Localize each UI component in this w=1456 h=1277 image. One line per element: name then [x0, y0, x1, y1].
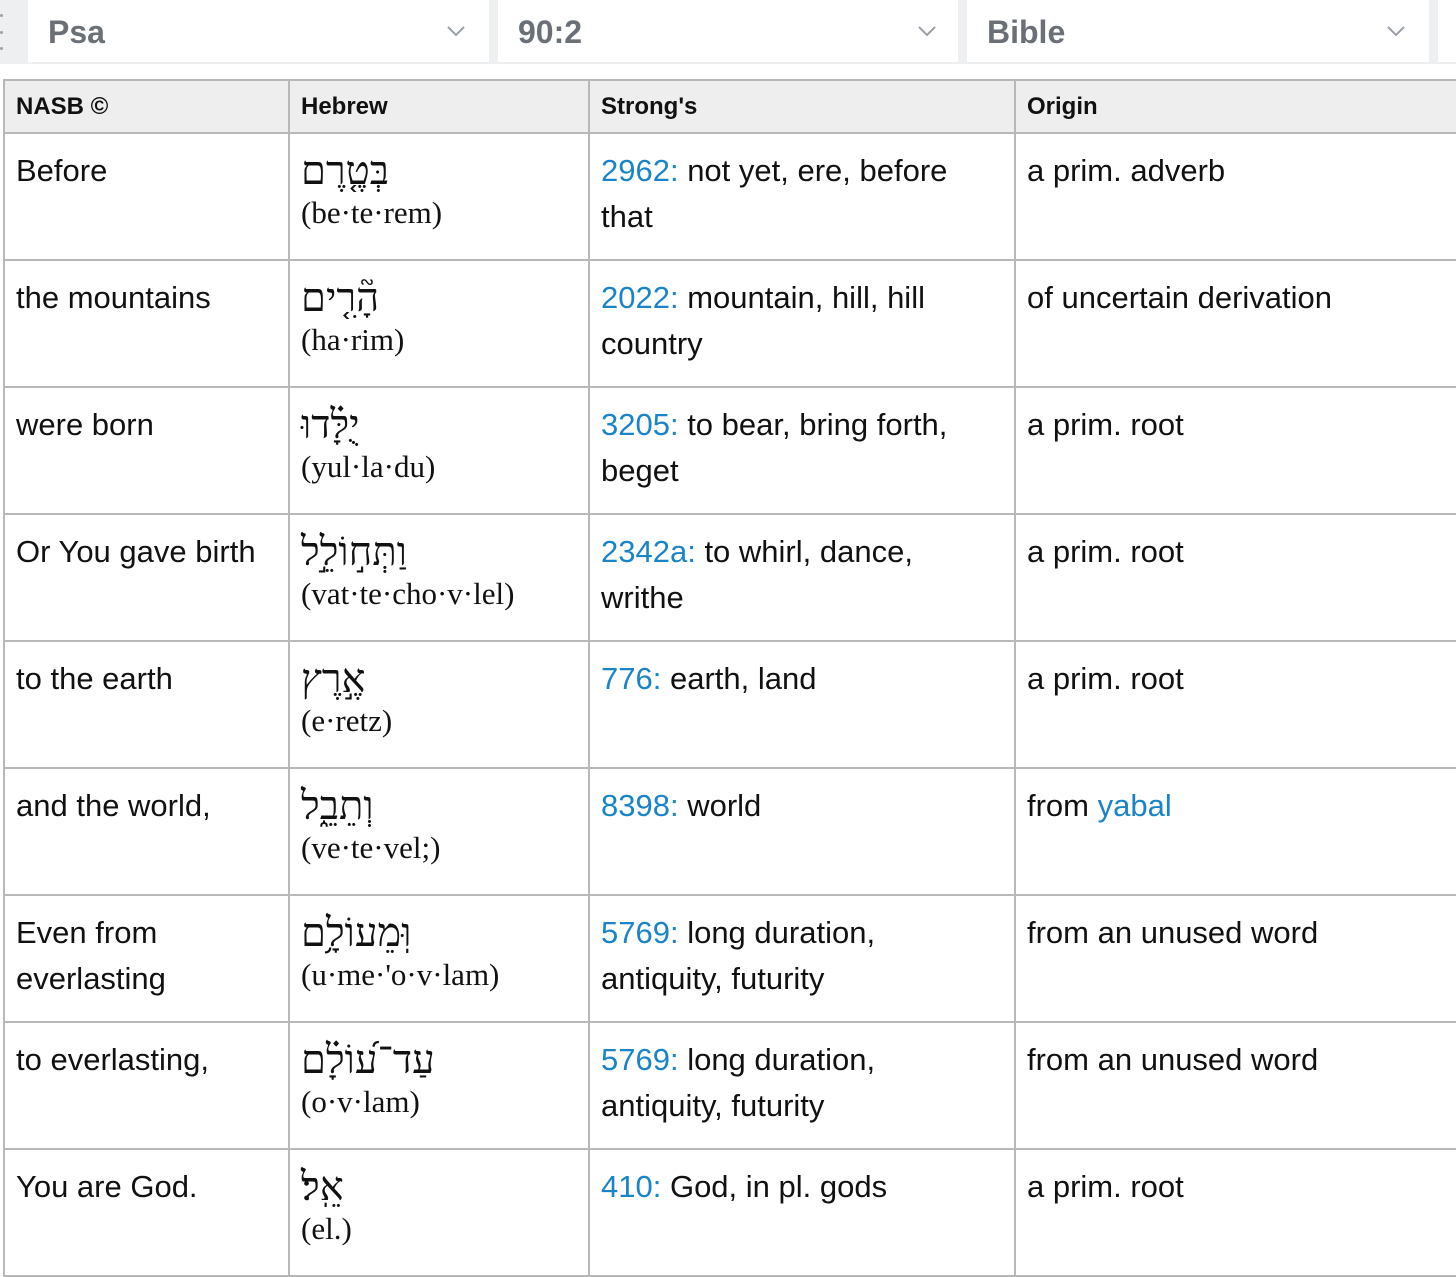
nasb-cell: were born [4, 387, 289, 514]
hebrew-cell [289, 260, 589, 387]
table-row [4, 387, 1456, 514]
origin-cell [1015, 1149, 1456, 1276]
origin-text: a prim. root [1027, 1169, 1184, 1204]
strongs-definition: world [678, 788, 762, 823]
origin-text: a prim. root [1027, 534, 1184, 569]
strongs-cell [589, 895, 1015, 1022]
verse-selector-value: 90:2 [518, 14, 583, 50]
version-selector[interactable] [967, 0, 1429, 62]
nasb-cell: the mountains [4, 260, 289, 387]
transliteration: (yul·la·du) [301, 449, 436, 484]
origin-cell [1015, 260, 1456, 387]
strongs-definition: long duration, antiquity, futurity [601, 1042, 876, 1123]
origin-link[interactable]: yabal [1097, 788, 1172, 823]
hebrew-word: וַתְּח֣וֹלֵ֣ל [301, 529, 407, 575]
origin-text: from [1027, 788, 1098, 823]
hebrew-cell [289, 1149, 589, 1276]
origin-text: of uncertain derivation [1027, 280, 1333, 315]
origin-cell [1015, 133, 1456, 260]
origin-cell [1015, 514, 1456, 641]
origin-cell [1015, 387, 1456, 514]
nasb-cell: to the earth [4, 641, 289, 768]
hebrew-cell [289, 1022, 589, 1149]
hebrew-cell [289, 641, 589, 768]
origin-text: a prim. root [1027, 407, 1184, 442]
version-selector-value: Bible [987, 14, 1066, 50]
strongs-definition: to bear, bring forth, beget [601, 407, 948, 488]
hebrew-cell [289, 133, 589, 260]
book-selector-value: Psa [48, 14, 105, 50]
strongs-cell [589, 387, 1015, 514]
hebrew-cell [289, 895, 589, 1022]
origin-cell [1015, 1022, 1456, 1149]
transliteration: (u·me·'o·v·lam) [301, 957, 500, 992]
hebrew-word: הָ֘רִ֤ים [301, 275, 380, 321]
nasb-cell: Even from everlasting [4, 895, 289, 1022]
hebrew-word: וְתֵבֵ֑ל [301, 783, 374, 829]
nasb-cell: Or You gave birth [4, 514, 289, 641]
origin-text: from an unused word [1027, 915, 1319, 950]
hebrew-word: אֶ֣רֶץ [301, 656, 366, 702]
strongs-number-link[interactable]: 776: [601, 661, 662, 696]
origin-text: a prim. root [1027, 661, 1184, 696]
nasb-cell: to everlasting, [4, 1022, 289, 1149]
table-row [4, 514, 1456, 641]
hebrew-word: עַד־ע֝וֹלָ֗ם [301, 1037, 435, 1083]
table-row [4, 895, 1456, 1022]
chevron-down-icon [1385, 20, 1407, 42]
strongs-number-link[interactable]: 2342a: [601, 534, 696, 569]
chevron-down-icon [445, 20, 467, 42]
hebrew-cell [289, 514, 589, 641]
header-hebrew: Hebrew [289, 80, 589, 133]
table-row [4, 260, 1456, 387]
nasb-cell: and the world, [4, 768, 289, 895]
strongs-number-link[interactable]: 2022: [601, 280, 679, 315]
navigation-bar [0, 0, 1456, 64]
nasb-cell: Before [4, 133, 289, 260]
table-row [4, 1149, 1456, 1276]
strongs-cell [589, 768, 1015, 895]
transliteration: (be·te·rem) [301, 195, 443, 230]
hebrew-word: וּֽמֵעוֹלָ֥ם [301, 910, 412, 956]
hebrew-word: אֵֽל׃ [301, 1164, 344, 1210]
hebrew-cell [289, 768, 589, 895]
strongs-cell [589, 133, 1015, 260]
hebrew-word: יֻלָּ֗דוּ [301, 402, 360, 448]
extra-selector[interactable] [1438, 0, 1456, 62]
hebrew-word: בְּטֶ֤רֶם [301, 148, 390, 194]
origin-cell [1015, 641, 1456, 768]
strongs-definition: to whirl, dance, writhe [601, 534, 913, 615]
transliteration: (el.) [301, 1211, 352, 1246]
strongs-number-link[interactable]: 2962: [601, 153, 679, 188]
header-nasb: NASB © [4, 80, 289, 133]
origin-text: a prim. adverb [1027, 153, 1226, 188]
strongs-number-link[interactable]: 3205: [601, 407, 679, 442]
strongs-number-link[interactable]: 5769: [601, 915, 679, 950]
book-selector[interactable] [28, 0, 489, 62]
strongs-number-link[interactable]: 5769: [601, 1042, 679, 1077]
interlinear-table [3, 79, 1456, 1277]
header-strongs: Strong's [589, 80, 1015, 133]
strongs-number-link[interactable]: 8398: [601, 788, 679, 823]
header-origin: Origin [1015, 80, 1456, 133]
origin-cell [1015, 895, 1456, 1022]
strongs-cell [589, 641, 1015, 768]
strongs-definition: mountain, hill, hill country [601, 280, 925, 361]
hebrew-cell [289, 387, 589, 514]
verse-selector[interactable] [498, 0, 958, 62]
transliteration: (ve·te·vel;) [301, 830, 441, 865]
origin-cell [1015, 768, 1456, 895]
origin-text: from an unused word [1027, 1042, 1319, 1077]
strongs-definition: God, in pl. gods [661, 1169, 888, 1204]
table-row [4, 133, 1456, 260]
chevron-down-icon [916, 20, 938, 42]
strongs-cell [589, 1022, 1015, 1149]
table-header-row [4, 80, 1456, 133]
table-row [4, 641, 1456, 768]
nasb-cell: You are God. [4, 1149, 289, 1276]
table-row [4, 1022, 1456, 1149]
strongs-cell [589, 514, 1015, 641]
table-row [4, 768, 1456, 895]
strongs-definition: not yet, ere, before that [601, 153, 948, 234]
strongs-number-link[interactable]: 410: [601, 1169, 662, 1204]
strongs-cell [589, 1149, 1015, 1276]
transliteration: (vat·te·cho·v·lel) [301, 576, 515, 611]
transliteration: (o·v·lam) [301, 1084, 420, 1119]
transliteration: (e·retz) [301, 703, 393, 738]
strongs-definition: long duration, antiquity, futurity [601, 915, 876, 996]
drag-handle-icon[interactable] [0, 14, 6, 50]
strongs-cell [589, 260, 1015, 387]
strongs-definition: earth, land [661, 661, 817, 696]
transliteration: (ha·rim) [301, 322, 405, 357]
